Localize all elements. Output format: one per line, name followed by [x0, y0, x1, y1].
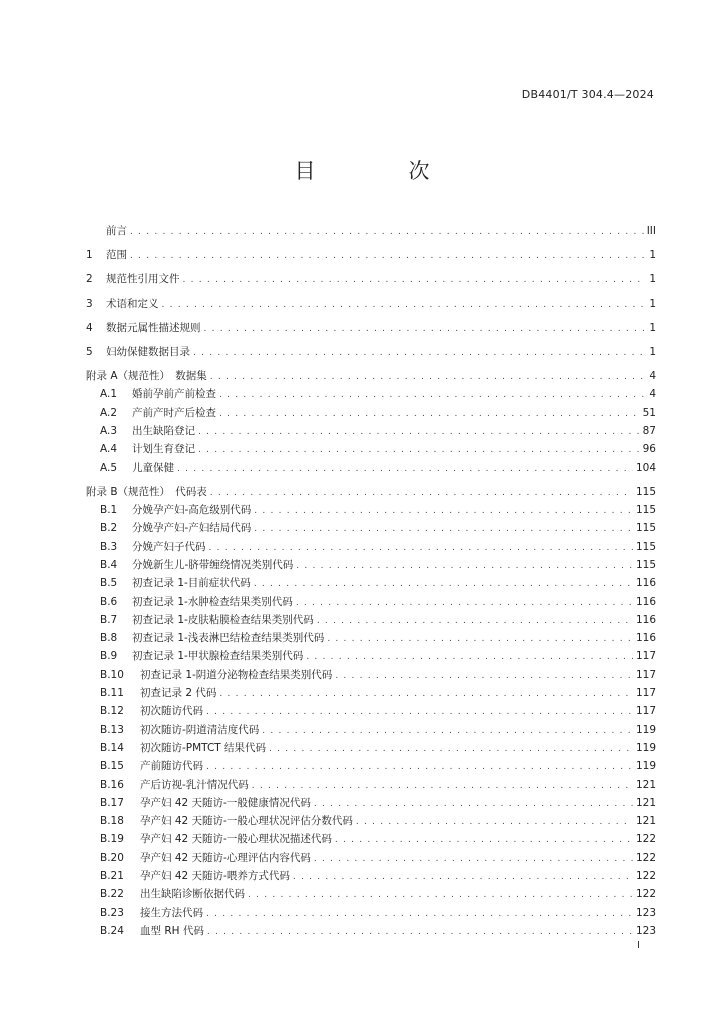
toc-entry[interactable]: [86, 757, 656, 775]
toc-entry-page: 117: [635, 705, 656, 718]
table-of-contents: [86, 222, 656, 940]
toc-entry-label: 初次随访-PMTCT 结果代码: [140, 741, 267, 754]
toc-entry-number: B.11: [100, 687, 124, 700]
toc-entry-label: 产后访视-乳汁情况代码: [140, 778, 249, 791]
toc-leader-dots: [198, 423, 640, 441]
toc-leader-dots: [314, 850, 633, 868]
toc-entry-label: 儿童保健: [132, 461, 174, 474]
toc-entry-label: 初次随访代码: [140, 705, 203, 718]
toc-entry-label: 初查记录 1-水肿检查结果类别代码: [132, 595, 293, 608]
toc-entry-page: 1: [649, 249, 656, 262]
toc-entry[interactable]: [86, 574, 656, 592]
toc-entry[interactable]: [86, 666, 656, 684]
toc-entry-label: 孕产妇 42 天随访-心理评估内容代码: [140, 851, 311, 864]
toc-entry[interactable]: [86, 367, 656, 385]
toc-entry-page: 115: [635, 522, 656, 535]
toc-entry[interactable]: [86, 385, 656, 403]
toc-leader-dots: [209, 539, 633, 557]
toc-entry[interactable]: [86, 270, 656, 288]
toc-entry[interactable]: [86, 904, 656, 922]
page-title: 目 次: [294, 159, 466, 183]
toc-entry-label: 初查记录 1-甲状腺检查结果类别代码: [132, 650, 304, 663]
toc-entry-number: A.5: [100, 461, 118, 474]
toc-entry-label: 产前产时产后检查: [132, 406, 216, 419]
toc-entry-label: 数据元属性描述规则: [106, 321, 201, 334]
toc-entry-number: 4: [86, 321, 93, 334]
toc-entry-page: 115: [635, 504, 656, 517]
toc-entry[interactable]: [86, 404, 656, 422]
toc-entry-page: 116: [635, 577, 656, 590]
toc-entry-label: 妇幼保健数据目录: [106, 345, 190, 358]
toc-leader-dots: [296, 594, 633, 612]
toc-entry-number: B.4: [100, 558, 118, 571]
toc-entry[interactable]: [86, 295, 656, 313]
toc-entry[interactable]: [86, 593, 656, 611]
toc-entry-page: 122: [635, 888, 656, 901]
toc-entry[interactable]: [86, 849, 656, 867]
toc-entry-label: 分娩新生儿-脐带缠绕情况类别代码: [132, 558, 294, 571]
toc-entry[interactable]: [86, 422, 656, 440]
toc-entry-label: 孕产妇 42 天随访-一般心理状况评估分数代码: [140, 815, 353, 828]
toc-entry-number: 2: [86, 273, 93, 286]
toc-entry-number: B.14: [100, 741, 124, 754]
toc-entry-page: 116: [635, 632, 656, 645]
toc-entry-number: B.1: [100, 504, 118, 517]
toc-entry-number: B.2: [100, 522, 118, 535]
toc-entry[interactable]: [86, 812, 656, 830]
toc-entry-page: 117: [635, 650, 656, 663]
toc-entry-number: B.19: [100, 833, 124, 846]
toc-entry[interactable]: [86, 739, 656, 757]
toc-entry-page: 115: [635, 485, 656, 498]
toc-entry-label: 初次随访-阴道清洁度代码: [140, 723, 260, 736]
toc-entry-page: 4: [649, 388, 656, 401]
toc-leader-dots: [177, 460, 633, 478]
toc-entry-page: 119: [635, 760, 656, 773]
toc-entry-label: 规范性引用文件: [106, 273, 180, 286]
toc-entry[interactable]: [86, 611, 656, 629]
toc-entry[interactable]: [86, 776, 656, 794]
toc-entry-page: 1: [649, 321, 656, 334]
toc-leader-dots: [219, 405, 640, 423]
toc-entry-label: 接生方法代码: [140, 906, 203, 919]
toc-entry-label: 孕产妇 42 天随访-一般健康情况代码: [140, 796, 311, 809]
toc-entry-label: 前言: [106, 225, 127, 237]
toc-entry-page: III: [646, 225, 656, 237]
toc-entry-number: B.12: [100, 705, 124, 718]
toc-entry-label: 婚前孕前产前检查: [132, 388, 216, 401]
toc-entry[interactable]: [86, 647, 656, 665]
toc-entry-number: A.2: [100, 406, 118, 419]
toc-entry[interactable]: [86, 684, 656, 702]
toc-entry[interactable]: [86, 922, 656, 940]
toc-entry-label: 孕产妇 42 天随访-喂养方式代码: [140, 870, 290, 883]
toc-entry-number: A.3: [100, 425, 118, 438]
toc-entry-page: 51: [642, 406, 656, 419]
toc-leader-dots: [207, 923, 633, 941]
toc-leader-dots: [306, 648, 633, 666]
toc-leader-dots: [293, 868, 633, 886]
toc-entry-page: 116: [635, 595, 656, 608]
toc-entry-page: 96: [642, 443, 656, 456]
toc-entry-label: 孕产妇 42 天随访-一般心理状况描述代码: [140, 833, 332, 846]
toc-entry-label: 计划生育登记: [132, 443, 195, 456]
toc-entry[interactable]: [86, 629, 656, 647]
toc-entry-number: B.23: [100, 906, 124, 919]
toc-entry-number: B.13: [100, 723, 124, 736]
toc-entry-number: B.16: [100, 778, 124, 791]
toc-entry-number: B.6: [100, 595, 118, 608]
toc-entry-number: B.8: [100, 632, 118, 645]
toc-entry[interactable]: [86, 538, 656, 556]
toc-entry-page: 117: [635, 668, 656, 681]
toc-entry-page: 121: [635, 778, 656, 791]
toc-entry-number: B.10: [100, 668, 124, 681]
toc-entry-label: 产前随访代码: [140, 760, 203, 773]
toc-leader-dots: [254, 520, 633, 538]
toc-entry[interactable]: [86, 721, 656, 739]
toc-leader-dots: [206, 758, 633, 776]
toc-leader-dots: [130, 223, 644, 241]
toc-entry[interactable]: [86, 440, 656, 458]
toc-leader-dots: [296, 557, 633, 575]
toc-entry-label: 分娩孕产妇-高危级别代码: [132, 504, 252, 517]
toc-leader-dots: [356, 813, 633, 831]
toc-entry[interactable]: [86, 794, 656, 812]
toc-leader-dots: [130, 247, 646, 265]
toc-entry-number: A.1: [100, 388, 118, 401]
toc-entry-page: 116: [635, 613, 656, 626]
toc-entry-page: 1: [649, 345, 656, 358]
toc-entry-number: A.4: [100, 443, 118, 456]
toc-entry-number: B.5: [100, 577, 118, 590]
toc-leader-dots: [317, 612, 633, 630]
toc-entry-label: 术语和定义: [106, 297, 159, 310]
toc-entry-label: 初查记录 1-目前症状代码: [132, 577, 251, 590]
toc-leader-dots: [206, 703, 633, 721]
toc-entry-number: B.20: [100, 851, 124, 864]
toc-leader-dots: [262, 722, 633, 740]
toc-entry-number: B.17: [100, 796, 124, 809]
toc-leader-dots: [335, 831, 633, 849]
toc-leader-dots: [162, 296, 647, 314]
toc-entry-number: B.18: [100, 815, 124, 828]
toc-entry-label: 出生缺陷诊断依据代码: [140, 888, 245, 901]
toc-entry-page: 104: [635, 461, 656, 474]
toc-entry-number: 5: [86, 345, 93, 358]
toc-entry-number: B.9: [100, 650, 118, 663]
document-code: DB4401/T 304.4—2024: [521, 88, 654, 101]
toc-entry[interactable]: [86, 519, 656, 537]
toc-leader-dots: [210, 368, 647, 386]
toc-entry-page: 122: [635, 833, 656, 846]
toc-leader-dots: [327, 630, 633, 648]
toc-entry[interactable]: [86, 885, 656, 903]
toc-leader-dots: [183, 271, 647, 289]
toc-entry-page: 115: [635, 540, 656, 553]
toc-entry[interactable]: [86, 501, 656, 519]
toc-entry-number: 1: [86, 249, 93, 262]
toc-entry[interactable]: [86, 222, 656, 240]
toc-leader-dots: [219, 386, 646, 404]
toc-entry[interactable]: [86, 459, 656, 477]
toc-entry-number: 3: [86, 297, 93, 310]
toc-entry[interactable]: [86, 702, 656, 720]
toc-entry-page: 122: [635, 851, 656, 864]
toc-entry-label: 分娩产妇子代码: [132, 540, 206, 553]
toc-entry-label: 范围: [106, 249, 127, 262]
toc-leader-dots: [314, 795, 633, 813]
toc-leader-dots: [248, 886, 633, 904]
toc-entry-label: 血型 RH 代码: [140, 924, 204, 937]
toc-entry-page: 119: [635, 723, 656, 736]
toc-entry-number: B.15: [100, 760, 124, 773]
toc-entry-number: B.24: [100, 924, 124, 937]
toc-entry-page: 121: [635, 796, 656, 809]
toc-entry[interactable]: [86, 830, 656, 848]
toc-entry-label: 分娩孕产妇-产妇结局代码: [132, 522, 252, 535]
toc-entry[interactable]: [86, 556, 656, 574]
toc-leader-dots: [219, 685, 633, 703]
toc-leader-dots: [254, 575, 633, 593]
toc-entry-page: 115: [635, 558, 656, 571]
toc-entry[interactable]: [86, 483, 656, 501]
toc-entry-page: 122: [635, 870, 656, 883]
toc-leader-dots: [252, 777, 633, 795]
toc-entry-page: 1: [649, 273, 656, 286]
toc-entry[interactable]: [86, 343, 656, 361]
toc-entry-page: 87: [642, 425, 656, 438]
toc-entry-label: 初查记录 1-皮肤粘膜检查结果类别代码: [132, 613, 314, 626]
toc-entry-page: 121: [635, 815, 656, 828]
toc-leader-dots: [204, 320, 647, 338]
toc-entry-label: 初查记录 1-浅表淋巴结检查结果类别代码: [132, 632, 325, 645]
toc-entry-label: 初查记录 1-阴道分泌物检查结果类别代码: [140, 668, 333, 681]
toc-entry-page: 123: [635, 906, 656, 919]
toc-leader-dots: [254, 502, 633, 520]
toc-entry-label: 出生缺陷登记: [132, 425, 195, 438]
toc-entry-number: B.21: [100, 870, 124, 883]
toc-entry-number: B.22: [100, 888, 124, 901]
toc-leader-dots: [206, 905, 633, 923]
toc-leader-dots: [210, 484, 633, 502]
page-number: I: [637, 940, 640, 951]
toc-leader-dots: [335, 667, 633, 685]
toc-leader-dots: [198, 441, 640, 459]
toc-leader-dots: [193, 344, 646, 362]
toc-leader-dots: [269, 740, 633, 758]
toc-entry[interactable]: [86, 246, 656, 264]
toc-entry-label: 附录 A（规范性） 数据集: [86, 370, 207, 383]
toc-entry-page: 4: [649, 370, 656, 383]
toc-entry[interactable]: [86, 319, 656, 337]
toc-entry-page: 1: [649, 297, 656, 310]
toc-entry-label: 初查记录 2 代码: [140, 687, 217, 700]
toc-entry-page: 117: [635, 687, 656, 700]
toc-entry-page: 119: [635, 741, 656, 754]
toc-entry-number: B.7: [100, 613, 118, 626]
toc-entry-number: B.3: [100, 540, 118, 553]
toc-entry-label: 附录 B（规范性） 代码表: [86, 485, 207, 498]
toc-entry[interactable]: [86, 867, 656, 885]
toc-entry-page: 123: [635, 924, 656, 937]
